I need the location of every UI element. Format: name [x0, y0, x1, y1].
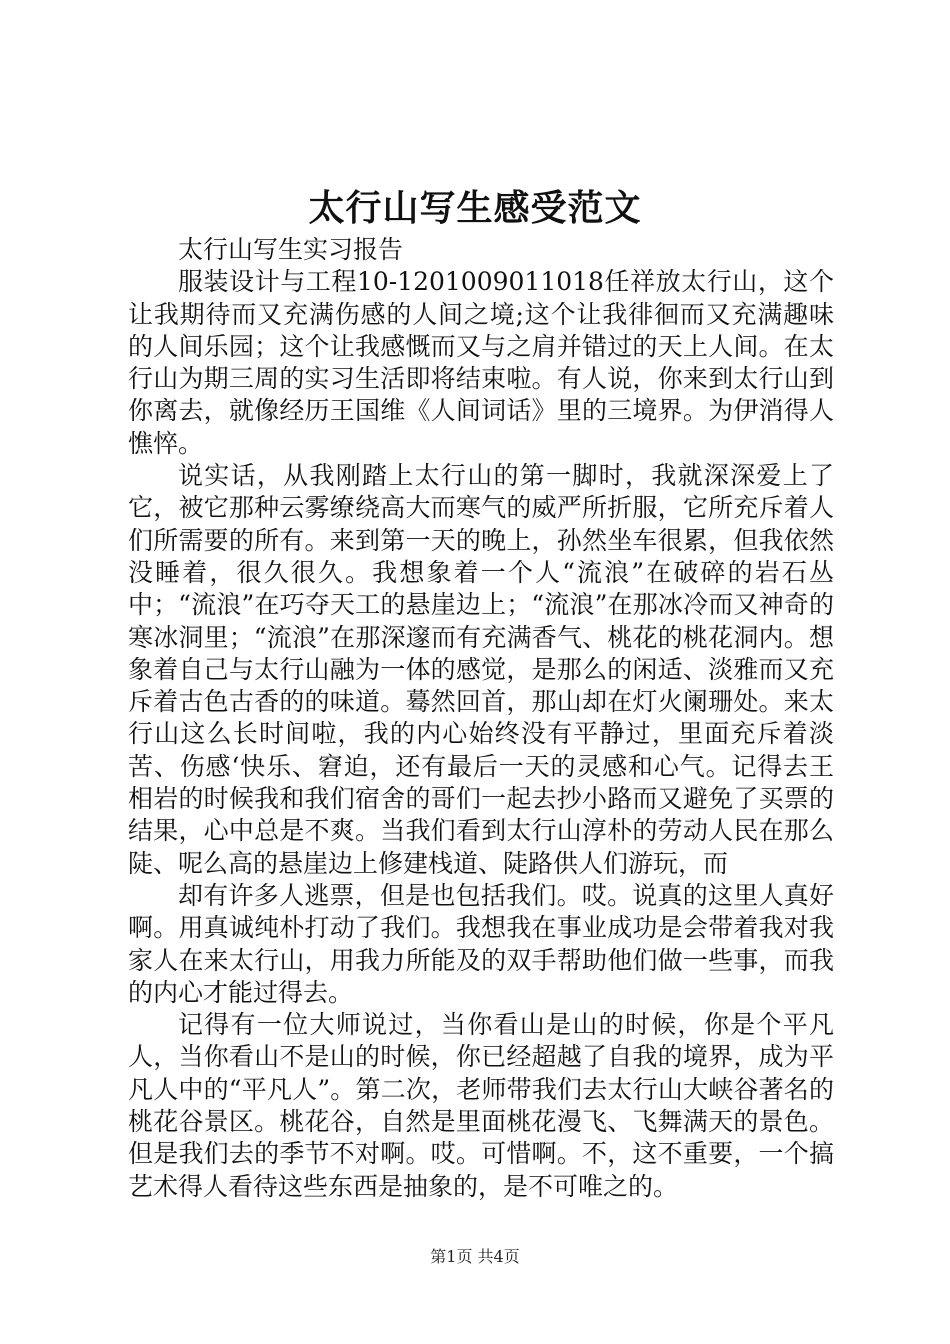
paragraph-master-quote: 记得有一位大师说过，当你看山是山的时候，你是个平凡人，当你看山不是山的时候，你已经超越了自我的境界，成为平凡人中的“平凡人”。第二次，老师带我们去太行山大峡谷著名的桃花谷景区。桃花谷，自然是里面桃花漫飞、飞舞满天的景色。但是我们去的季节不对啊。哎。可惜啊。不，这不重要，一个搞艺术得人看待这些东西是抽象的，是不可唯之的。 — [128, 1010, 834, 1201]
paragraph-report-heading: 太行山写生实习报告 — [178, 235, 404, 264]
paragraph-first-impression: 说实话，从我刚踏上太行山的第一脚时，我就深深爱上了它，被它那种云雾缭绕高大而寒气的威严所折服，它所充斥着人们所需要的所有。来到第一天的晚上，孙然坐车很累，但我依然没睡着，很久很久。我想象着一个人“流浪”在破碎的岩石丛中；“流浪”在巧夺天工的悬崖边上；“流浪”在那冰冷而又神奇的寒冰洞里；“流浪”在那深邃而有充满香气、桃花的桃花洞内。想象着自己与太行山融为一体的感觉，是那么的闲适、淡雅而又充斥着古色古香的的味道。蓦然回首，那山却在灯火阑珊处。来太行山这么长时间啦，我的内心始终没有平静过，里面充斥着淡苦、伤感‘快乐、窘迫，还有最后一天的灵感和心气。记得去王相岩的时候我和我们宿舍的哥们一起去抄小路而又避免了买票的结果，心中总是不爽。当我们看到太行山淳朴的劳动人民在那么陡、呢么高的悬崖边上修建栈道、陡路供人们游玩，而 — [128, 461, 834, 878]
document-body — [128, 234, 834, 1203]
page-footer: 第1页 共4页 — [430, 1247, 520, 1266]
document-title: 太行山写生感受范文 — [308, 187, 642, 229]
paragraph-intro: 服装设计与工程10-1201009011018任祥放太行山，这个让我期待而又充满伤感的人间之境;这个让我徘徊而又充满趣味的人间乐园；这个让我感慨而又与之肩并错过的天上人间。在太行山为期三周的实习生活即将结束啦。有人说，你来到太行山到你离去，就像经历王国维《人间词话》里的三境界。为伊消得人憔悴。 — [128, 267, 834, 458]
paragraph-ticket-reflection: 却有许多人逃票，但是也包括我们。哎。说真的这里人真好啊。用真诚纯朴打动了我们。我想我在事业成功是会带着我对我家人在来太行山，用我力所能及的双手帮助他们做一些事，而我的内心才能过得去。 — [128, 880, 834, 1007]
